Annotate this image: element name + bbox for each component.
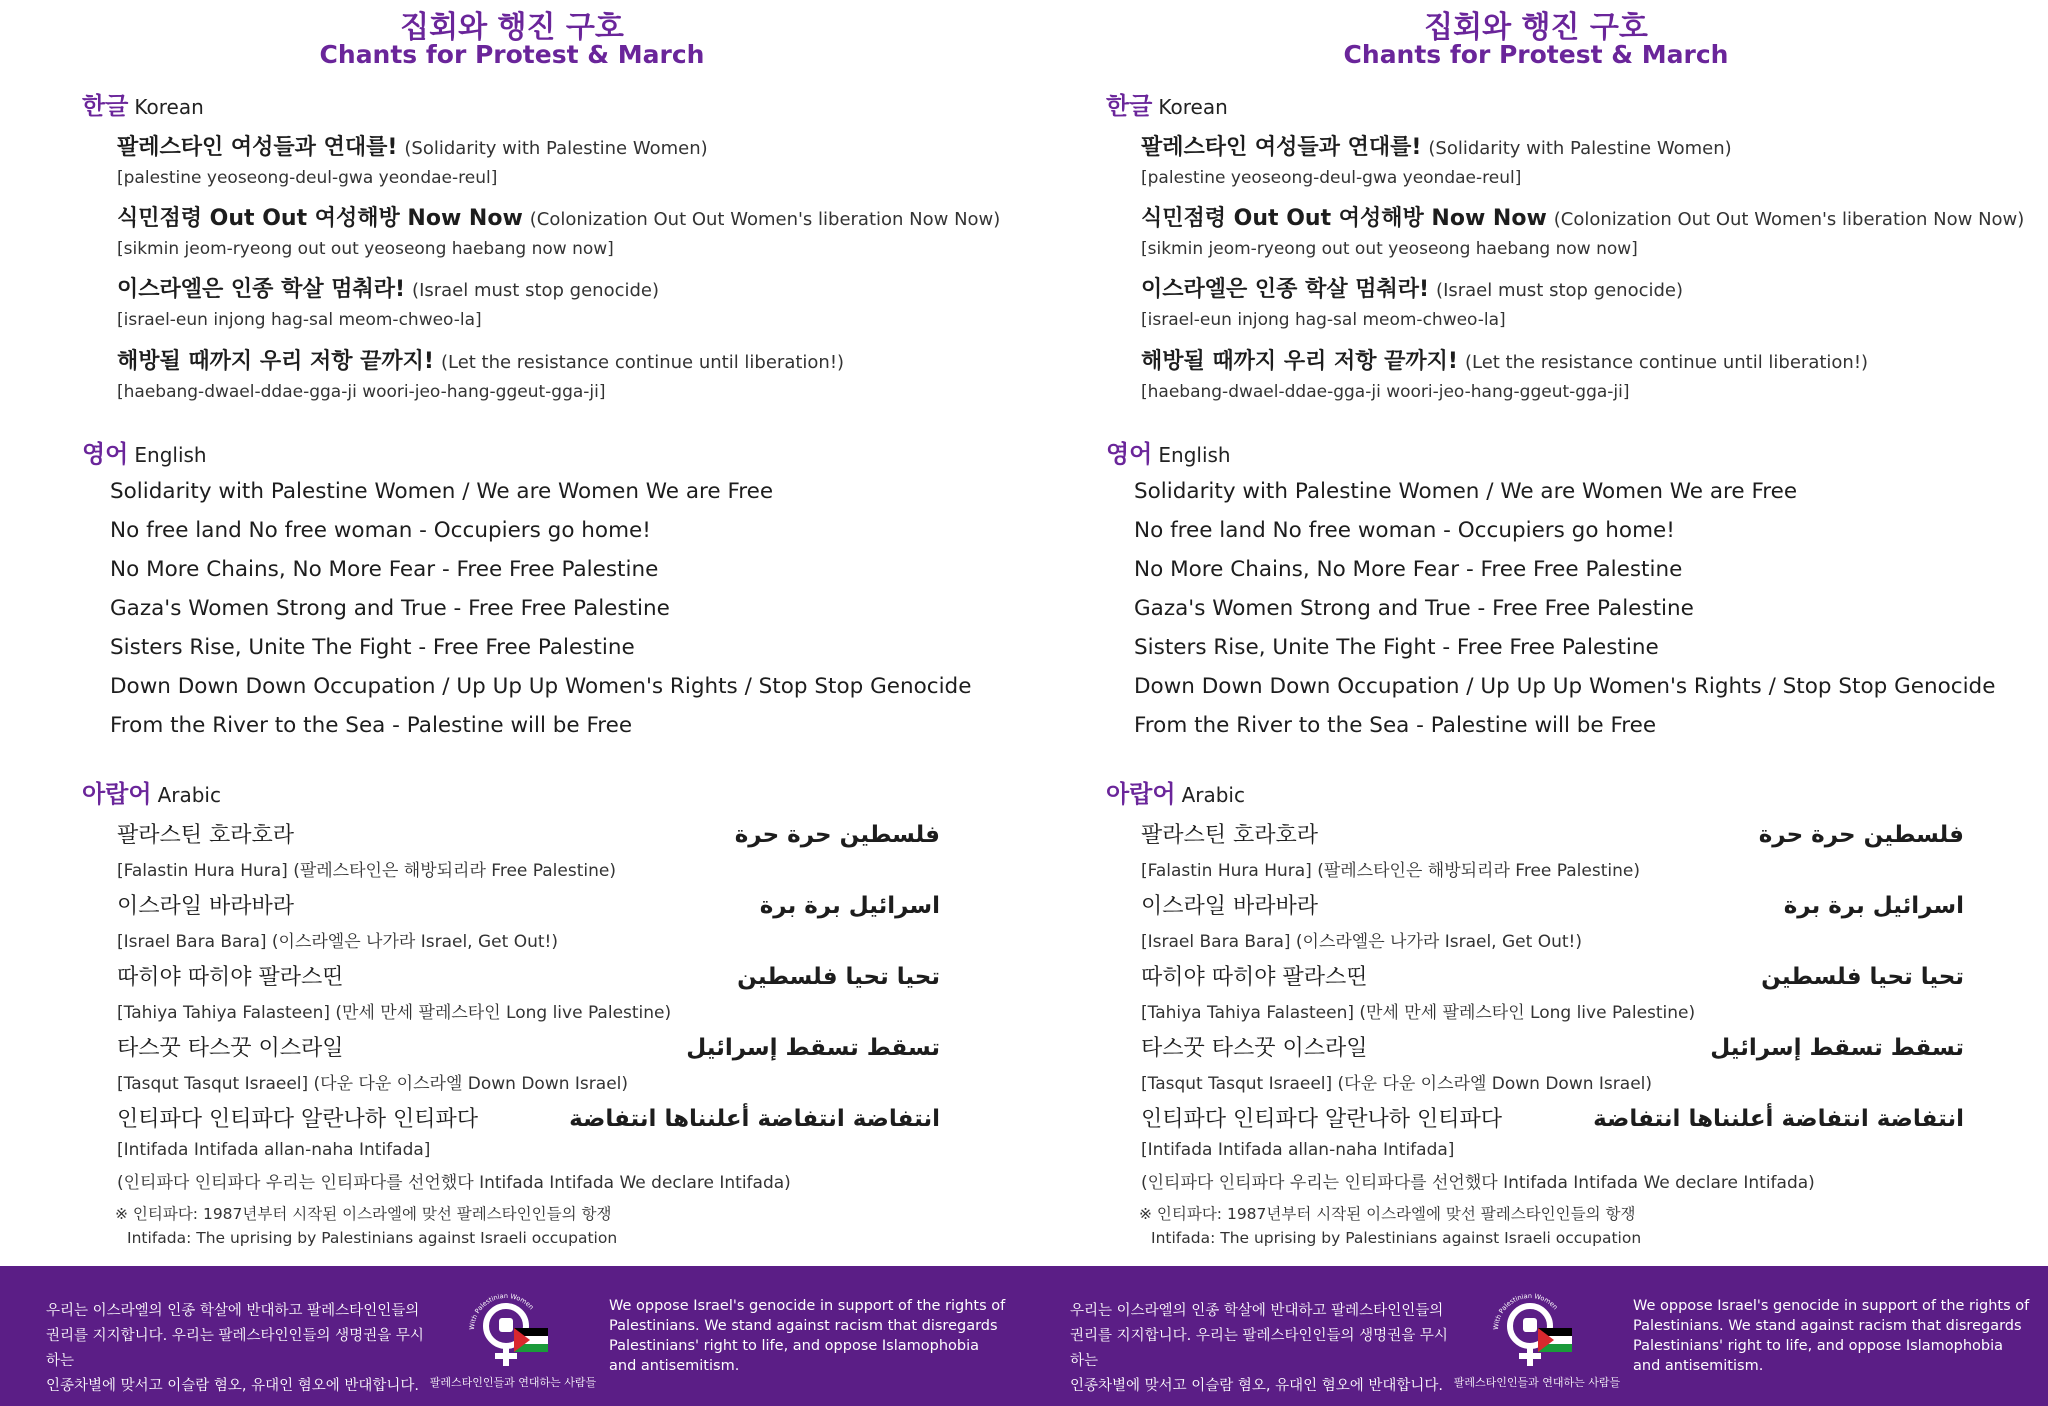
note-line-2: Intifada: The uprising by Palestinians against Israeli occupation [127, 1229, 618, 1247]
chant-translation: (Solidarity with Palestine Women) [404, 138, 708, 159]
chant-arabic: اسرائيل برة برة [1783, 893, 1964, 919]
chant-arabic: انتفاضة انتفاضة أعلنناها انتفاضة [1593, 1106, 1964, 1132]
chant-korean: 팔레스타인 여성들과 연대를! [1141, 135, 1422, 160]
section-heading-en: English [1158, 443, 1231, 467]
arabic-chant [117, 889, 940, 952]
section-heading-en: Arabic [157, 783, 221, 807]
footer-english-text: We oppose Israel's genocide in support of the rights of Palestinians. We stand against racism that disregards Palestinians' right to life, and oppose Islamophobia and antisemitism. [609, 1298, 1006, 1374]
english-chant: Solidarity with Palestine Women / We are Women We are Free [1134, 479, 1798, 504]
chant-name: 팔라스틴 호라호라 [1141, 823, 1319, 848]
chant-name: 인티파다 인티파다 알란나하 인티파다 [1141, 1107, 1503, 1132]
logo-ring-text: With Palestinian Women [467, 1291, 536, 1331]
intifada-note [1139, 1202, 1641, 1250]
arabic-chant [1141, 1031, 1964, 1094]
chant-arabic: فلسطين حرة حرة [734, 822, 940, 848]
chant-gloss: [Falastin Hura Hura] (팔레스타인은 해방되리라 Free Palestine) [1141, 861, 1640, 881]
chant-korean: 해방될 때까지 우리 저항 끝까지! [1141, 349, 1458, 374]
chant-name: 따히야 따히야 팔라스띤 [117, 965, 344, 990]
chant-romanization: [haebang-dwael-ddae-gga-ji woori-jeo-hang-ggeut-gga-ji] [1141, 382, 1630, 402]
chant-arabic: فلسطين حرة حرة [1758, 822, 1964, 848]
title-english: Chants for Protest & March [1343, 40, 1729, 69]
chant-name: 인티파다 인티파다 알란나하 인티파다 [117, 1107, 479, 1132]
footer-ko-line: 인종차별에 맞서고 이슬람 혐오, 유대인 혐오에 반대합니다. [1070, 1378, 1444, 1394]
section-heading-en: Arabic [1181, 783, 1245, 807]
korean-chant [1141, 130, 1732, 188]
chant-gloss: [Tasqut Tasqut Israeel] (다운 다운 이스라엘 Down Down Israel) [1141, 1074, 1653, 1094]
chant-arabic: تحيا تحيا فلسطين [1761, 964, 1964, 990]
section-heading-ko: 아랍어 [1106, 780, 1176, 808]
chant-arabic: انتفاضة انتفاضة أعلنناها انتفاضة [569, 1106, 940, 1132]
chant-gloss: [Intifada Intifada allan-naha Intifada] [1141, 1140, 1455, 1160]
chant-korean: 식민점령 Out Out 여성해방 Now Now [1141, 206, 1547, 231]
chant-gloss: [Falastin Hura Hura] (팔레스타인은 해방되리라 Free Palestine) [117, 861, 616, 881]
chant-name: 타스꿋 타스꿋 이스라일 [117, 1036, 344, 1061]
note-line-1: ※ 인티파다: 1987년부터 시작된 이스라엘에 맞선 팔레스타인인들의 항쟁 [115, 1205, 612, 1223]
footer-ko-line: 권리를 지지합니다. 우리는 팔레스타인인들의 생명권을 무시하는 [1070, 1328, 1448, 1369]
section-heading-arabic [1106, 774, 1245, 809]
english-chant: Gaza's Women Strong and True - Free Free Palestine [1134, 596, 1694, 621]
logo-caption: 팔레스타인인들과 연대하는 사람들 [429, 1376, 597, 1389]
english-chant: No free land No free woman - Occupiers go home! [1134, 518, 1675, 543]
title-korean: 집회와 행진 구호 [400, 10, 624, 45]
chant-romanization: [israel-eun injong hag-sal meom-chweo-la] [117, 310, 482, 330]
korean-chant [1141, 344, 1868, 402]
english-chant: Sisters Rise, Unite The Fight - Free Free Palestine [1134, 635, 1659, 660]
english-chant: No More Chains, No More Fear - Free Free Palestine [1134, 557, 1683, 582]
section-heading-ko: 한글 [1106, 92, 1153, 120]
chant-gloss-2: (인티파다 인티파다 우리는 인티파다를 선언했다 Intifada Intifada We declare Intifada) [1141, 1173, 1815, 1193]
section-heading-korean [82, 86, 204, 121]
section-heading-english [82, 434, 207, 469]
footer-banner [1024, 1266, 2048, 1406]
chant-translation: (Let the resistance continue until liberation!) [440, 352, 845, 373]
title-english: Chants for Protest & March [319, 40, 705, 69]
section-heading-ko: 영어 [82, 440, 129, 468]
page-right [1024, 0, 2048, 1406]
korean-chant [1141, 201, 2024, 259]
chant-romanization: [haebang-dwael-ddae-gga-ji woori-jeo-hang-ggeut-gga-ji] [117, 382, 606, 402]
logo-ring-text: With Palestinian Women [1491, 1291, 1560, 1331]
chant-korean: 해방될 때까지 우리 저항 끝까지! [117, 349, 434, 374]
english-chant: No More Chains, No More Fear - Free Free Palestine [110, 557, 659, 582]
english-chant: Sisters Rise, Unite The Fight - Free Free Palestine [110, 635, 635, 660]
section-heading-arabic [82, 774, 221, 809]
chant-translation: (Israel must stop genocide) [1436, 280, 1684, 301]
korean-chant [117, 344, 844, 402]
english-chant: Down Down Down Occupation / Up Up Up Women's Rights / Stop Stop Genocide [110, 674, 972, 699]
section-heading-en: English [134, 443, 207, 467]
english-chant: Down Down Down Occupation / Up Up Up Women's Rights / Stop Stop Genocide [1134, 674, 1996, 699]
chant-gloss: [Intifada Intifada allan-naha Intifada] [117, 1140, 431, 1160]
chant-romanization: [sikmin jeom-ryeong out out yeoseong haebang now now] [117, 239, 614, 259]
korean-chant [117, 201, 1000, 259]
arabic-chant [1141, 889, 1964, 952]
footer-korean-text [1070, 1299, 1460, 1399]
footer-ko-line: 우리는 이스라엘의 인종 학살에 반대하고 팔레스타인인들의 [46, 1303, 420, 1319]
chant-translation: (Colonization Out Out Women's liberation Now Now) [1553, 209, 2025, 230]
chant-korean: 이스라엘은 인종 학살 멈춰라! [117, 277, 406, 302]
footer-korean-text [46, 1299, 436, 1399]
chant-arabic: تسقط تسقط إسرائيل [1710, 1035, 1964, 1061]
chant-translation: (Colonization Out Out Women's liberation Now Now) [529, 209, 1001, 230]
footer-english-text: We oppose Israel's genocide in support of the rights of Palestinians. We stand against racism that disregards Palestinians' right to life, and oppose Islamophobia and antisemitism. [1633, 1298, 2030, 1374]
arabic-chant [1141, 818, 1964, 881]
chant-name: 타스꿋 타스꿋 이스라일 [1141, 1036, 1368, 1061]
section-heading-korean [1106, 86, 1228, 121]
chant-name: 따히야 따히야 팔라스띤 [1141, 965, 1368, 990]
note-line-2: Intifada: The uprising by Palestinians against Israeli occupation [1151, 1229, 1642, 1247]
footer-banner [0, 1266, 1024, 1406]
chant-gloss: [Israel Bara Bara] (이스라엘은 나가라 Israel, Get Out!) [117, 932, 558, 952]
chant-gloss: [Israel Bara Bara] (이스라엘은 나가라 Israel, Get Out!) [1141, 932, 1582, 952]
chant-arabic: اسرائيل برة برة [759, 893, 940, 919]
chant-translation: (Let the resistance continue until liberation!) [1464, 352, 1869, 373]
section-heading-en: Korean [134, 95, 204, 119]
arabic-chant [1141, 960, 1964, 1023]
english-chant: Gaza's Women Strong and True - Free Free Palestine [110, 596, 670, 621]
intifada-note [115, 1202, 617, 1250]
footer-ko-line: 우리는 이스라엘의 인종 학살에 반대하고 팔레스타인인들의 [1070, 1303, 1444, 1319]
arabic-chant [117, 1102, 940, 1193]
chant-arabic: تحيا تحيا فلسطين [737, 964, 940, 990]
footer-ko-line: 인종차별에 맞서고 이슬람 혐오, 유대인 혐오에 반대합니다. [46, 1378, 420, 1394]
footer-ko-line: 권리를 지지합니다. 우리는 팔레스타인인들의 생명권을 무시하는 [46, 1328, 424, 1369]
chant-romanization: [sikmin jeom-ryeong out out yeoseong haebang now now] [1141, 239, 1638, 259]
chant-korean: 이스라엘은 인종 학살 멈춰라! [1141, 277, 1430, 302]
chant-name: 이스라일 바라바라 [1141, 894, 1319, 919]
section-heading-ko: 영어 [1106, 440, 1153, 468]
arabic-chant [117, 960, 940, 1023]
english-chant: Solidarity with Palestine Women / We are Women We are Free [110, 479, 774, 504]
chant-romanization: [palestine yeoseong-deul-gwa yeondae-reul] [1141, 168, 1522, 188]
chant-arabic: تسقط تسقط إسرائيل [686, 1035, 940, 1061]
chant-gloss-2: (인티파다 인티파다 우리는 인티파다를 선언했다 Intifada Intifada We declare Intifada) [117, 1173, 791, 1193]
arabic-chant [117, 818, 940, 881]
english-chant: No free land No free woman - Occupiers go home! [110, 518, 651, 543]
chant-gloss: [Tahiya Tahiya Falasteen] (만세 만세 팔레스타인 Long live Palestine) [117, 1003, 672, 1023]
chant-translation: (Solidarity with Palestine Women) [1428, 138, 1732, 159]
section-heading-english [1106, 434, 1231, 469]
feminist-fist-palestine-flag-icon [462, 1288, 558, 1370]
chant-name: 팔라스틴 호라호라 [117, 823, 295, 848]
korean-chant [1141, 272, 1683, 330]
section-heading-ko: 아랍어 [82, 780, 152, 808]
english-chant: From the River to the Sea - Palestine will be Free [110, 713, 633, 738]
logo-caption: 팔레스타인인들과 연대하는 사람들 [1453, 1376, 1621, 1389]
feminist-fist-palestine-flag-icon [1486, 1288, 1582, 1370]
section-heading-en: Korean [1158, 95, 1228, 119]
chant-romanization: [palestine yeoseong-deul-gwa yeondae-reul] [117, 168, 498, 188]
chant-korean: 팔레스타인 여성들과 연대를! [117, 135, 398, 160]
arabic-chant [1141, 1102, 1964, 1193]
title-korean: 집회와 행진 구호 [1424, 10, 1648, 45]
arabic-chant [117, 1031, 940, 1094]
chant-gloss: [Tahiya Tahiya Falasteen] (만세 만세 팔레스타인 Long live Palestine) [1141, 1003, 1696, 1023]
chant-korean: 식민점령 Out Out 여성해방 Now Now [117, 206, 523, 231]
chant-romanization: [israel-eun injong hag-sal meom-chweo-la] [1141, 310, 1506, 330]
english-chant: From the River to the Sea - Palestine will be Free [1134, 713, 1657, 738]
section-heading-ko: 한글 [82, 92, 129, 120]
korean-chant [117, 272, 659, 330]
chant-translation: (Israel must stop genocide) [412, 280, 660, 301]
chant-name: 이스라일 바라바라 [117, 894, 295, 919]
korean-chant [117, 130, 708, 188]
chant-gloss: [Tasqut Tasqut Israeel] (다운 다운 이스라엘 Down Down Israel) [117, 1074, 629, 1094]
note-line-1: ※ 인티파다: 1987년부터 시작된 이스라엘에 맞선 팔레스타인인들의 항쟁 [1139, 1205, 1636, 1223]
